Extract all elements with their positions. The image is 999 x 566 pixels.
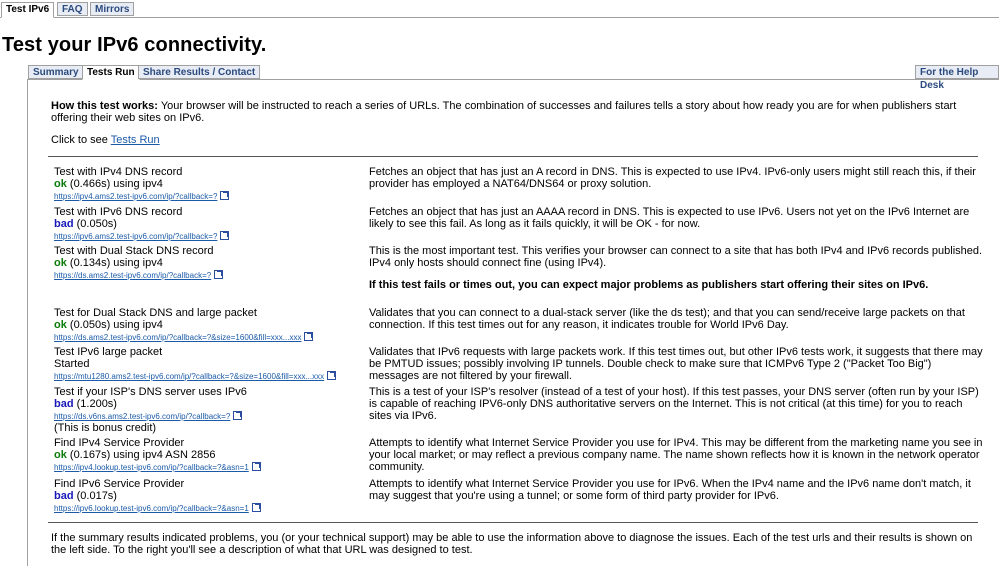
test-detail: (0.017s) [73, 490, 117, 502]
test-name: Test with IPv4 DNS record [54, 166, 183, 178]
external-link-icon[interactable] [327, 371, 336, 380]
divider-bottom [48, 522, 978, 523]
test-url-row [54, 370, 374, 382]
bonus-note: (This is bonus credit) [54, 422, 157, 434]
sub-tab-bar [27, 65, 999, 91]
test-result [54, 449, 374, 461]
test-detail: (0.167s) using ipv4 ASN 2856 [66, 449, 216, 461]
tests-run-link[interactable]: Tests Run [110, 134, 160, 146]
test-row-ipv4-dns [54, 166, 374, 202]
test-result [54, 218, 374, 230]
test-url[interactable]: https://ipv4.lookup.test-ipv6.com/ip/?callback=?&asn=1 [54, 463, 249, 472]
test-row-isp-dns [54, 386, 374, 434]
tab-faq[interactable]: FAQ [57, 2, 88, 16]
test-row-dual-stack [54, 245, 374, 281]
test-detail: (0.134s) using ipv4 [66, 257, 163, 269]
test-url[interactable]: https://ds.ams2.test-ipv6.com/ip/?callback=? [54, 271, 212, 280]
intro-body: Your browser will be instructed to reach a series of URLs. The combination of successes and failures tells a story about how ready you are for when publishers start offering their web sites on IPv6. [51, 100, 957, 124]
test-description: Validates that IPv6 requests with large packets work. If this test times out, but other IPv6 tests work, it suggests that there may be PMTUD issues; possibly involving IP tunnels. Double check to make sure that ICMPv6 Type 2 ("Packet Too Big") messages are not filtered by your firewall. [369, 346, 983, 382]
intro-heading: How this test works: [51, 100, 158, 112]
test-detail: (0.050s) using ipv4 [66, 319, 163, 331]
test-detail: (1.200s) [73, 398, 117, 410]
status-bad: bad [54, 398, 74, 410]
external-link-icon[interactable] [220, 231, 229, 240]
test-name: Test for Dual Stack DNS and large packet [54, 307, 257, 319]
test-result [54, 257, 374, 269]
test-row-dual-stack-large [54, 307, 374, 343]
test-url[interactable]: https://ipv6.ams2.test-ipv6.com/ip/?callback=? [54, 232, 218, 241]
test-url[interactable]: https://mtu1280.ams2.test-ipv6.com/ip/?callback=?&size=1600&fill=xxx...xxx [54, 372, 325, 381]
footer-text: If the summary results indicated problems, you (or your technical support) may be able to use the information above to diagnose the issues. Each of the test urls and their results is shown on the left side. To the right you'll see a description of what that URL was designed to test. [51, 532, 973, 556]
status-ok: ok [54, 178, 67, 190]
test-description: This is a test of your ISP's resolver (instead of a test of your host). If this test passes, your DNS server (often run by your ISP) is capable of reaching IPV6-only DNS authoritative servers on the Internet. This is not critical (at this time) for you to reach sites via IPv6. [369, 386, 979, 422]
test-description: Attempts to identify what Internet Service Provider you use for IPv4. This may be different from the marketing name you see in your local market; or may reflect a previous company name. The name shown reflects how it is known in the network operator community. [369, 437, 983, 473]
test-result [54, 178, 374, 190]
external-link-icon[interactable] [304, 332, 313, 341]
tab-share-results[interactable]: Share Results / Contact [138, 65, 260, 79]
test-row-ipv4-provider [54, 437, 374, 473]
click-to-see [51, 134, 160, 146]
external-link-icon[interactable] [252, 503, 261, 512]
test-detail: (0.466s) using ipv4 [66, 178, 163, 190]
test-result [54, 319, 374, 331]
test-url-row [54, 502, 374, 514]
test-url[interactable]: https://ds.v6ns.ams2.test-ipv6.com/ip/?callback=? [54, 412, 231, 421]
status-bad: bad [54, 490, 74, 502]
test-url-row [54, 461, 374, 473]
tab-bar-divider [0, 17, 999, 18]
page-title: Test your IPv6 connectivity. [2, 34, 267, 56]
tests-run-panel [27, 80, 999, 566]
divider-top [48, 156, 978, 157]
test-url-row [54, 331, 374, 343]
tab-help-desk[interactable]: For the Help Desk [915, 65, 999, 79]
test-url-row [54, 230, 374, 242]
external-link-icon[interactable] [220, 191, 229, 200]
desc-text: This is the most important test. This verifies your browser can connect to a site that has both IPv4 and IPv6 records published. IPv4 only hosts should connect fine (using IPv4). [369, 245, 983, 269]
test-url-row [54, 410, 374, 422]
test-description: Attempts to identify what Internet Service Provider you use for IPv6. When the IPv4 name and the IPv6 name don't match, it may suggest that you're using a tunnel; or some form of third party provider for IPv6. [369, 478, 971, 502]
status-ok: ok [54, 449, 67, 461]
tab-summary[interactable]: Summary [28, 65, 84, 79]
external-link-icon[interactable] [214, 270, 223, 279]
test-description: Validates that you can connect to a dual-stack server (like the ds test); and that you can send/receive large packets on that connection. If this test times out for any reason, it indicates trouble for World IPv6 Day. [369, 307, 965, 331]
test-description: Fetches an object that has just an A record in DNS. This is expected to use IPv4. IPv6-only users might still reach this, if their provider has employed a NAT64/DNS64 or proxy solution. [369, 166, 976, 190]
test-row-ipv6-provider [54, 478, 374, 514]
test-result [54, 398, 374, 410]
test-detail: Started [54, 358, 90, 370]
desc-warning: If this test fails or times out, you can expect major problems as publishers start offering their sites on IPv6. [369, 279, 929, 291]
click-to-see-label: Click to see [51, 134, 111, 146]
test-row-ipv6-large [54, 346, 374, 382]
test-url-row [54, 269, 374, 281]
test-name: Find IPv6 Service Provider [54, 478, 185, 490]
test-url[interactable]: https://ipv6.lookup.test-ipv6.com/ip/?callback=?&asn=1 [54, 504, 249, 513]
status-ok: ok [54, 257, 67, 269]
test-result [54, 490, 374, 502]
test-name: Find IPv4 Service Provider [54, 437, 185, 449]
intro-text [51, 100, 981, 124]
external-link-icon[interactable] [252, 462, 261, 471]
test-name: Test IPv6 large packet [54, 346, 163, 358]
top-tab-bar [0, 0, 999, 18]
external-link-icon[interactable] [233, 411, 242, 420]
test-description: Fetches an object that has just an AAAA record in DNS. This is expected to use IPv6. Users not yet on the IPv6 Internet are likely to see this fail. As long as it fails quickly, it will be OK - for now. [369, 206, 970, 230]
test-name: Test if your ISP's DNS server uses IPv6 [54, 386, 247, 398]
test-result [54, 358, 374, 370]
test-url[interactable]: https://ds.ams2.test-ipv6.com/ip/?callback=?&size=1600&fill=xxx...xxx [54, 333, 302, 342]
test-row-ipv6-dns [54, 206, 374, 242]
test-name: Test with IPv6 DNS record [54, 206, 183, 218]
tab-test-ipv6[interactable]: Test IPv6 [1, 2, 54, 18]
tab-tests-run[interactable]: Tests Run [82, 65, 140, 80]
tab-mirrors[interactable]: Mirrors [90, 2, 134, 16]
status-bad: bad [54, 218, 74, 230]
test-url[interactable]: https://ipv4.ams2.test-ipv6.com/ip/?callback=? [54, 192, 218, 201]
test-detail: (0.050s) [73, 218, 117, 230]
test-name: Test with Dual Stack DNS record [54, 245, 214, 257]
test-description [369, 245, 984, 291]
test-url-row [54, 190, 374, 202]
status-ok: ok [54, 319, 67, 331]
